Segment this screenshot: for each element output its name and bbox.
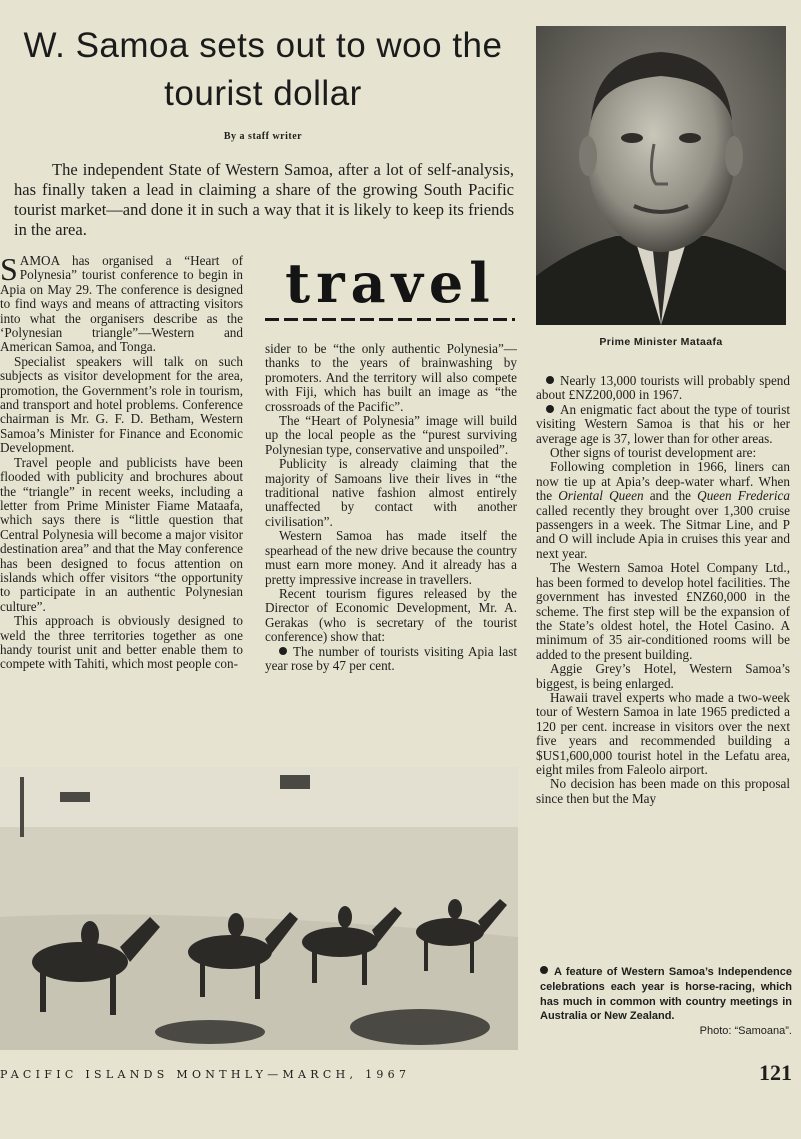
ship-name: Oriental Queen bbox=[558, 488, 644, 504]
col2-bullet-text: The number of tourists visiting Apia last year rose by 47 per cent. bbox=[265, 643, 517, 673]
col3-paragraph bbox=[536, 460, 790, 561]
col2-paragraph: sider to be “the only authentic Polynesia”—thanks to the years of brainwashing by promoters. And the territory will also compete with Fiji, which has built an image as “the crossroads of the Pacific”. bbox=[265, 342, 517, 414]
footer-publication-line: PACIFIC ISLANDS MONTHLY—MARCH, 1967 bbox=[0, 1068, 411, 1081]
col2-paragraph: Publicity is already claiming that the majority of Samoans live their lives in “the traditional native fashion almost entirely unaffected by contact with another civilisation”. bbox=[265, 456, 517, 529]
photo-caption bbox=[540, 965, 792, 1039]
col2-bullet bbox=[265, 645, 517, 674]
bullet-icon bbox=[546, 376, 554, 384]
col3-p4-text: and the bbox=[643, 488, 698, 504]
section-label-travel: travel bbox=[285, 251, 496, 315]
col3-p4-text: called recently they brought over 1,300 cruise passengers in a week. The Sitmar Line, and P and O will include Apia in cruises this year and next year. bbox=[536, 502, 790, 561]
headline: W. Samoa sets out to woo the tourist dollar bbox=[23, 26, 503, 113]
prime-minister-portrait-icon bbox=[536, 26, 786, 325]
col3-bullet-text: An enigmatic fact about the type of tourist visiting Western Samoa is that his or her average age is 37, lower than for other areas. bbox=[536, 401, 790, 446]
col2-paragraph: Western Samoa has made itself the spearhead of the new drive because the country must earn more money. And it already has a pretty impressive increase in travellers. bbox=[265, 528, 517, 587]
photo-credit: Photo: “Samoana”. bbox=[699, 1025, 792, 1038]
col3-bullet bbox=[536, 403, 790, 446]
ship-name: Queen Frederica bbox=[697, 488, 790, 504]
col1-paragraph: Travel people and publicists have been flooded with publicity and brochures about the “triangle” in recent weeks, including a letter from Prime Minister Fiame Mataafa, which says there is “little question that Central Polynesia will become a major visitor destination area” and that the May conference has been designed to focus attention on islands which offer visitors “the opportunity to participate in an authentic Polynesian culture”. bbox=[0, 454, 243, 614]
col1-paragraph: This approach is obviously designed to weld the three territories together as one handy tourist unit and better enable them to compete with Tahiti, which most people con- bbox=[0, 613, 243, 672]
horse-race-icon bbox=[0, 767, 518, 1050]
col3-paragraph: Aggie Grey’s Hotel, Western Samoa’s biggest, is being enlarged. bbox=[536, 661, 790, 691]
col3-bullet bbox=[536, 374, 790, 403]
col3-paragraph: The Western Samoa Hotel Company Ltd., has been formed to develop hotel facilities. The government has invested £NZ60,000 in the scheme. The first step will be the expansion of the State’s oldest hotel, the Hotel Casino. A minimum of 35 air-conditioned rooms will be added to the present building. bbox=[536, 560, 790, 662]
bullet-icon bbox=[279, 647, 287, 655]
article-column-1 bbox=[0, 254, 243, 754]
byline: By a staff writer bbox=[223, 131, 303, 142]
col1-paragraph: Specialist speakers will talk on such subjects as visitor development for the area, promotion, the Government’s role in tourism, and transport and hotel problems. Conference chairman is Mr. G. F. D. Betham, Western Samoa’s Minister for Finance and Economic Development. bbox=[0, 353, 243, 456]
bullet-icon bbox=[546, 405, 554, 413]
section-dashed-rule bbox=[265, 318, 515, 321]
article-column-2 bbox=[265, 342, 517, 762]
intro-paragraph: The independent State of Western Samoa, after a lot of self-analysis, has finally taken a lead in claiming a share of the growing South Pacific tourist market—and done it in such a way that it is likely to keep its friends in the area. bbox=[14, 160, 514, 239]
portrait-caption: Prime Minister Mataafa bbox=[599, 336, 723, 348]
drop-cap: S bbox=[0, 254, 18, 287]
article-column-3 bbox=[536, 374, 790, 948]
col2-paragraph: The “Heart of Polynesia” image will build up the local people as the “purest surviving Polynesian type, conservative and unspoiled”. bbox=[265, 413, 517, 457]
col3-paragraph: Hawaii travel experts who made a two-week tour of Western Samoa in late 1965 predicted a 120 per cent. increase in visitors over the next five years and recommended building a $US1,600,000 tourist hotel in the Lefatu area, eight miles from Faleolo airport. bbox=[536, 689, 790, 777]
col3-p4-text: Following completion in 1966, liners can now tie up at Apia’s deep-water wharf. When the bbox=[536, 459, 790, 504]
col1-p1-text: AMOA has organised a “Heart of Polynesia” tourist conference to begin in Apia on May 29. The conference is designed to find ways and means of attracting visitors into what the organisers describe as the ‘Polynesian triangle”—Western and American Samoa, and Tonga. bbox=[0, 254, 243, 355]
col2-paragraph: Recent tourism figures released by the Director of Economic Development, Mr. A. Gerakas (who is secretary of the tourist conference) show that: bbox=[265, 585, 517, 645]
page-number: 121 bbox=[759, 1060, 792, 1085]
bullet-icon bbox=[540, 966, 548, 974]
horse-race-photo bbox=[0, 767, 518, 1050]
photo-caption-text: A feature of Western Samoa’s Independence celebrations each year is horse-racing, which has much in common with country meetings in Australia or New Zealand. bbox=[540, 966, 792, 1023]
col1-paragraph bbox=[0, 254, 243, 355]
portrait-photo bbox=[536, 26, 786, 325]
col3-paragraph: No decision has been made on this proposal since then but the May bbox=[536, 776, 790, 806]
col3-bullet-text: Nearly 13,000 tourists will probably spend about £NZ200,000 in 1967. bbox=[536, 374, 790, 403]
col3-paragraph: Other signs of tourist development are: bbox=[550, 445, 757, 461]
